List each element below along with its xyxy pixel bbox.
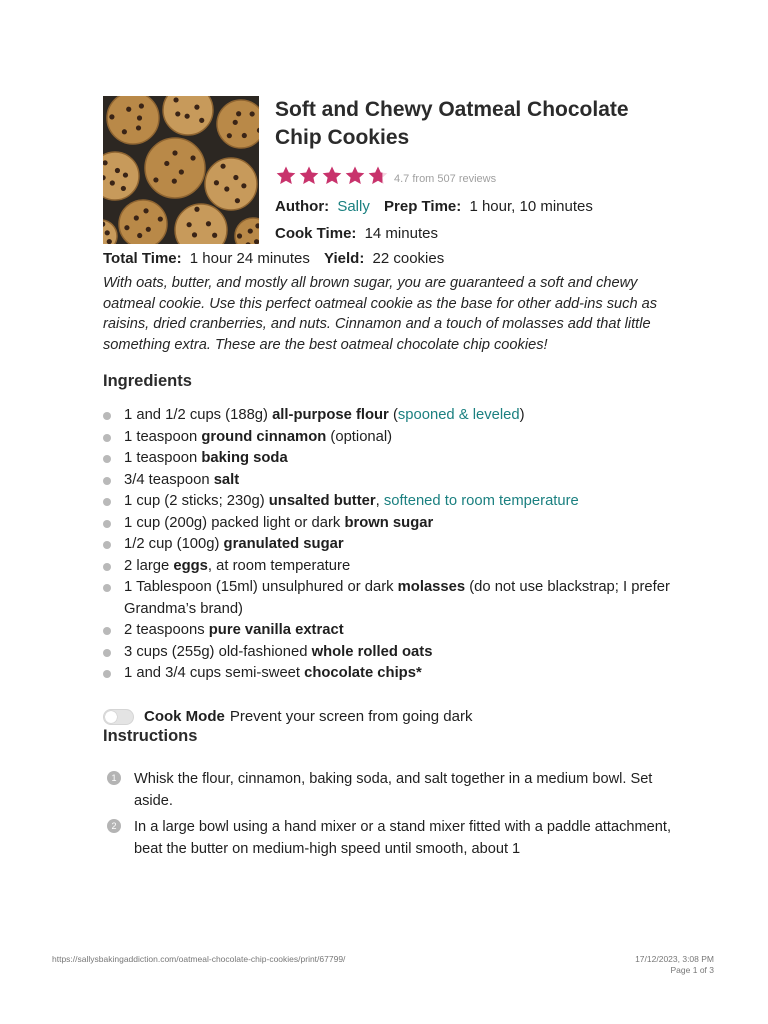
ingredient-name: eggs <box>173 557 208 574</box>
instructions-list <box>103 768 673 861</box>
ingredient-amount: 1 and 3/4 cups semi-sweet <box>124 665 305 681</box>
prep-time-label: Prep Time: <box>384 198 462 215</box>
ingredient-amount: 1/2 cup (100g) <box>124 536 224 552</box>
chocolate-chip-shape <box>214 180 219 185</box>
ingredient-note: , at room temperature <box>207 557 351 574</box>
chocolate-chip-shape <box>236 111 241 116</box>
star-icon <box>367 165 389 187</box>
chocolate-chip-shape <box>235 198 240 203</box>
ingredient-amount: 1 teaspoon <box>124 450 202 466</box>
chocolate-chip-shape <box>115 168 120 173</box>
bullet-icon <box>103 627 111 635</box>
bullet-icon <box>103 584 111 592</box>
ingredient-name: unsalted butter <box>268 493 376 509</box>
footer-datetime: 17/12/2023, 3:08 PM <box>635 954 714 964</box>
chocolate-chip-shape <box>224 186 229 191</box>
ingredient-item <box>103 491 673 513</box>
cook-mode-label: Cook Mode <box>144 708 225 725</box>
ingredient-amount: 1 Tablespoon (15ml) unsulphured or dark <box>124 579 398 595</box>
chocolate-chip-shape <box>179 169 184 174</box>
ingredient-item <box>103 556 673 578</box>
ingredient-amount: 1 teaspoon <box>124 428 202 445</box>
meta-row-cook <box>275 220 673 247</box>
ingredient-note: ( <box>388 407 398 423</box>
star-rating[interactable] <box>275 165 390 187</box>
ingredient-note: , <box>375 493 384 509</box>
ingredient-amount: 1 cup (2 sticks; 230g) <box>124 493 269 509</box>
star-icon <box>298 165 320 187</box>
recipe-photo <box>103 96 259 244</box>
cook-time-label: Cook Time: <box>275 225 357 242</box>
chocolate-chip-shape <box>190 155 195 160</box>
step-text: In a large bowl using a hand mixer or a stand mixer fitted with a paddle attachment, beat the butter on medium-high speed until smooth, about 1 <box>134 818 672 857</box>
chocolate-chip-shape <box>126 107 131 112</box>
chocolate-chip-shape <box>212 233 217 238</box>
chocolate-chip-shape <box>175 111 180 116</box>
instruction-step <box>103 816 673 861</box>
ingredient-name: whole rolled oats <box>311 643 433 660</box>
ingredient-item <box>103 405 673 427</box>
cookie-shape <box>107 96 159 144</box>
chocolate-chip-shape <box>137 233 142 238</box>
chocolate-chip-shape <box>137 115 142 120</box>
ingredient-note: (optional) <box>326 428 393 445</box>
ingredient-amount: 3/4 teaspoon <box>124 471 214 488</box>
ingredient-name: pure vanilla extract <box>208 622 344 638</box>
ingredient-name: salt <box>213 471 240 488</box>
chocolate-chip-shape <box>121 186 126 191</box>
chocolate-chip-shape <box>220 164 225 169</box>
bullet-icon <box>103 649 111 657</box>
chocolate-chip-shape <box>250 111 255 116</box>
chocolate-chip-shape <box>164 161 169 166</box>
chocolate-chip-shape <box>139 103 144 108</box>
bullet-icon <box>103 541 111 549</box>
ingredient-item <box>103 642 673 664</box>
cook-mode-row <box>103 707 673 727</box>
chocolate-chip-shape <box>124 225 129 230</box>
ingredient-name: molasses <box>397 579 466 595</box>
chocolate-chip-shape <box>158 216 163 221</box>
author-label: Author: <box>275 198 330 215</box>
bullet-icon <box>103 412 111 420</box>
ingredient-link[interactable]: spooned & leveled <box>397 407 520 423</box>
chocolate-chip-shape <box>241 183 246 188</box>
ingredient-link[interactable]: softened to room temperature <box>383 493 579 509</box>
chocolate-chip-shape <box>123 172 128 177</box>
star-icon <box>321 165 343 187</box>
bullet-icon <box>103 563 111 571</box>
chocolate-chip-shape <box>227 133 232 138</box>
chocolate-chip-shape <box>242 133 247 138</box>
bullet-icon <box>103 520 111 528</box>
chocolate-chip-shape <box>233 120 238 125</box>
ingredient-item <box>103 448 673 470</box>
bullet-icon <box>103 455 111 463</box>
ingredient-item <box>103 620 673 642</box>
ingredient-name: brown sugar <box>344 514 434 531</box>
cookie-shape <box>145 138 205 198</box>
chocolate-chip-shape <box>107 239 112 244</box>
ingredient-amount: 1 cup (200g) packed light or dark <box>124 514 345 531</box>
rating-text: 4.7 from 507 reviews <box>394 173 497 185</box>
cookie-shape <box>217 100 259 148</box>
ingredients-title: Ingredients <box>103 372 192 390</box>
cookie-shape <box>119 200 167 244</box>
ingredient-name: all-purpose flour <box>272 407 389 423</box>
prep-time-value: 1 hour, 10 minutes <box>469 198 593 215</box>
chocolate-chip-shape <box>248 228 253 233</box>
ingredient-amount: 3 cups (255g) old-fashioned <box>124 643 312 660</box>
chocolate-chip-shape <box>153 177 158 182</box>
chocolate-chip-shape <box>187 222 192 227</box>
ingredient-item <box>103 534 673 556</box>
chocolate-chip-shape <box>199 118 204 123</box>
total-time-label: Total Time: <box>103 250 182 267</box>
ingredient-item <box>103 470 673 492</box>
recipe-title: Soft and Chewy Oatmeal Chocolate Chip Cookies <box>275 98 629 149</box>
recipe-summary: With oats, butter, and mostly all brown sugar, you are guaranteed a soft and chewy oatmeal cookie. Use this perfect oatmeal cookie as the base for other add-ins such as raisins, dried cranberries, and nuts. Cinnamon and a touch of molasses add that little something extra. These are the best oatmeal chocolate chip cookies! <box>103 275 658 353</box>
chocolate-chip-shape <box>173 97 178 102</box>
chocolate-chip-shape <box>122 129 127 134</box>
chocolate-chip-shape <box>143 208 148 213</box>
ingredient-note-end: ) <box>519 407 525 423</box>
yield-value: 22 cookies <box>372 250 445 267</box>
recipe-head-info <box>275 96 673 247</box>
ingredients-list <box>103 405 673 685</box>
step-text: Whisk the flour, cinnamon, baking soda, and salt together in a medium bowl. Set aside. <box>134 770 653 809</box>
chocolate-chip-shape <box>206 221 211 226</box>
rating-row <box>275 164 673 188</box>
footer-page-number: Page 1 of 3 <box>670 965 714 975</box>
ingredient-item <box>103 577 673 620</box>
ingredient-name: granulated sugar <box>223 536 344 552</box>
chocolate-chip-shape <box>237 233 242 238</box>
chocolate-chip-shape <box>172 179 177 184</box>
ingredient-amount: 2 large <box>124 557 174 574</box>
toggle-knob <box>105 711 117 723</box>
chocolate-chip-shape <box>194 105 199 110</box>
bullet-icon <box>103 498 111 506</box>
ingredient-name: chocolate chips* <box>304 665 422 681</box>
chocolate-chip-shape <box>136 125 141 130</box>
cookie-photo-image <box>103 96 259 244</box>
ingredient-note: (do not use blackstrap; I prefer Grandma’s brand) <box>124 579 670 617</box>
ingredient-amount: 2 teaspoons <box>124 622 209 638</box>
total-time-value: 1 hour 24 minutes <box>189 250 310 267</box>
chocolate-chip-shape <box>110 180 115 185</box>
meta-row-author-prep <box>275 193 673 220</box>
chocolate-chip-shape <box>134 215 139 220</box>
footer-url: https://sallysbakingaddiction.com/oatmeal-chocolate-chip-cookies/print/67799/ <box>52 954 346 964</box>
star-icon <box>344 165 366 187</box>
ingredient-item <box>103 513 673 535</box>
chocolate-chip-shape <box>192 232 197 237</box>
yield-label: Yield: <box>324 250 365 267</box>
chocolate-chip-shape <box>233 175 238 180</box>
chocolate-chip-shape <box>172 150 177 155</box>
instruction-step <box>103 768 673 813</box>
instructions-title: Instructions <box>103 726 198 745</box>
bullet-icon <box>103 434 111 442</box>
cook-mode-toggle[interactable] <box>103 709 134 725</box>
step-number-badge: 2 <box>107 819 121 833</box>
ingredient-item <box>103 427 673 449</box>
recipe-card <box>103 96 673 864</box>
ingredient-amount: 1 and 1/2 cups (188g) <box>124 407 273 423</box>
ingredient-item <box>103 663 673 685</box>
footer-meta <box>635 954 714 976</box>
bullet-icon <box>103 477 111 485</box>
meta-row-total-yield <box>103 247 673 271</box>
bullet-icon <box>103 670 111 678</box>
cook-mode-description: Prevent your screen from going dark <box>229 708 473 725</box>
chocolate-chip-shape <box>109 114 114 119</box>
ingredient-name: baking soda <box>201 450 288 466</box>
chocolate-chip-shape <box>105 230 110 235</box>
chocolate-chip-shape <box>146 227 151 232</box>
cookie-shape <box>205 158 257 210</box>
author-link[interactable]: Sally <box>337 198 370 215</box>
cook-time-value: 14 minutes <box>364 225 438 242</box>
ingredient-name: ground cinnamon <box>201 428 327 445</box>
chocolate-chip-shape <box>194 207 199 212</box>
step-number-badge: 1 <box>107 771 121 785</box>
star-icon <box>275 165 297 187</box>
recipe-header <box>103 96 673 247</box>
chocolate-chip-shape <box>185 114 190 119</box>
